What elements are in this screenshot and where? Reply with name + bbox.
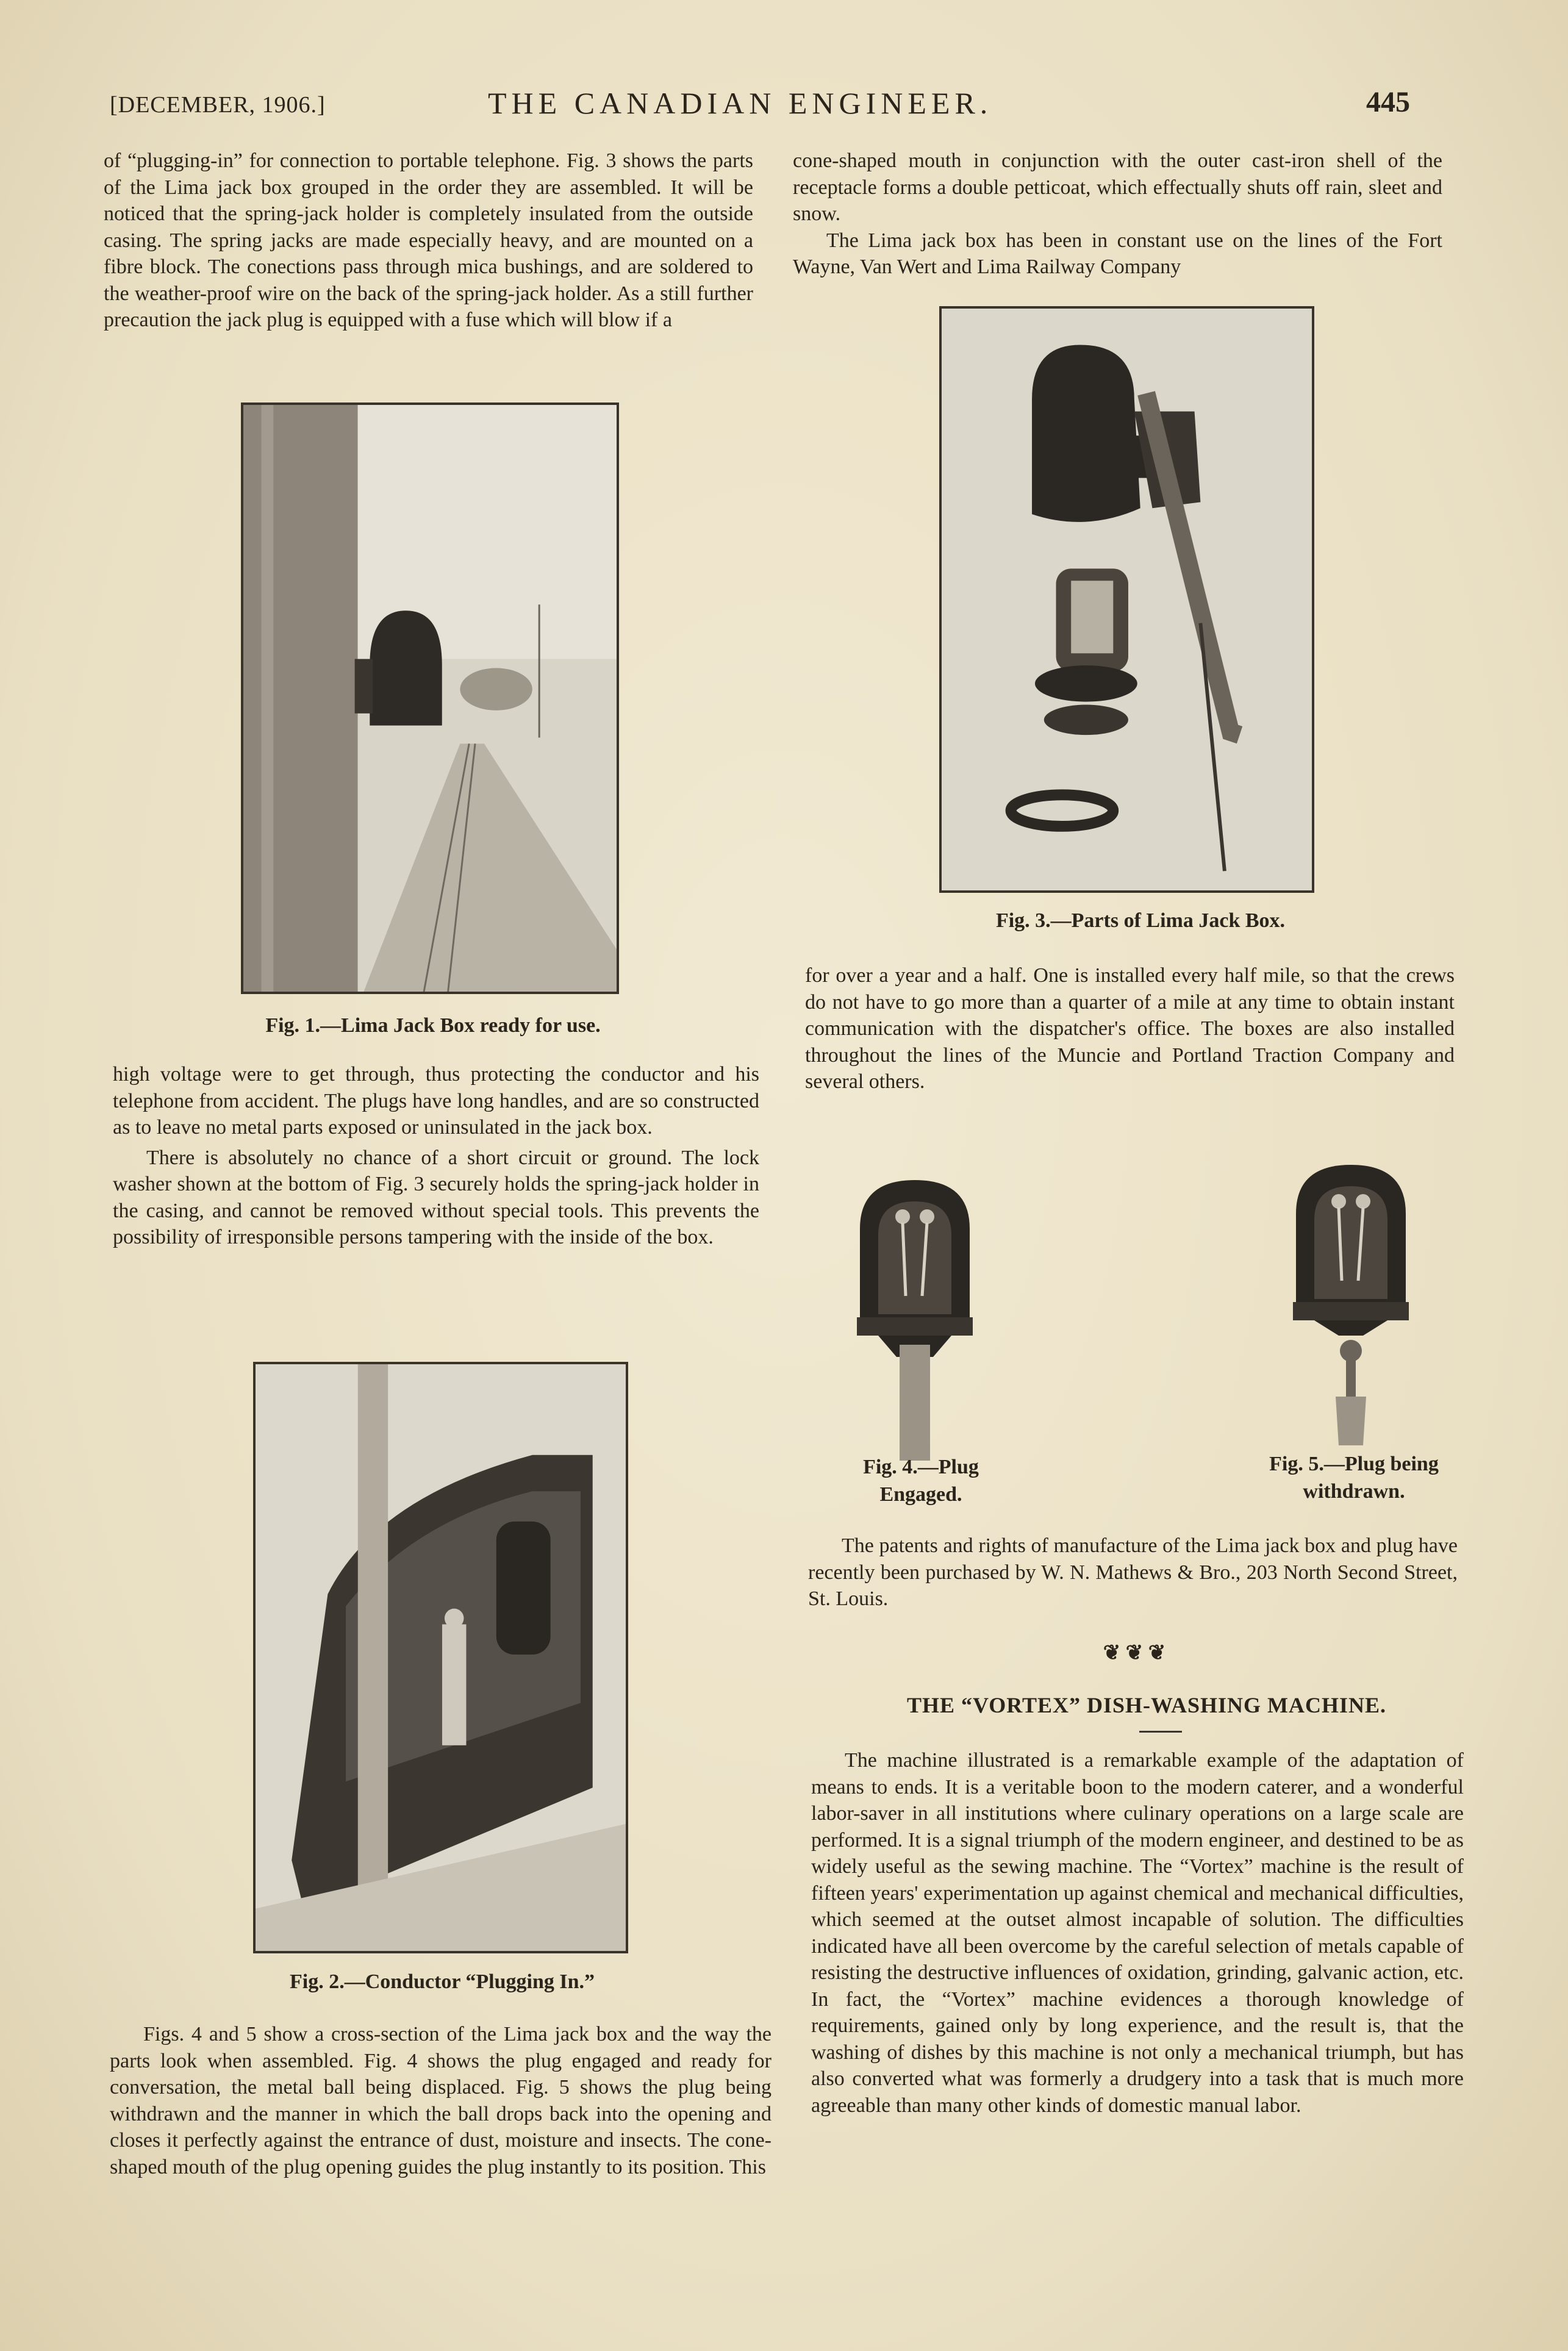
title-rule xyxy=(1139,1731,1182,1733)
paragraph: cone-shaped mouth in conjunction with the outer cast-iron shell of the receptacle forms a double petticoat, which effectually shuts off rain, sleet and snow. xyxy=(793,149,1442,225)
fig5-caption-line: Fig. 5.—Plug being xyxy=(1269,1453,1439,1475)
fig5-caption xyxy=(1238,1450,1470,1505)
left-top-text xyxy=(104,148,753,334)
paragraph: The machine illustrated is a remarkable example of the adaptation of means to ends. It is a veritable boon to the modern caterer, and a wonderful labor-saver in all institutions where culinary operations on a large scale are performed. It is a signal triumph of the modern engineer, and destined to be as widely useful as the sewing machine. The “Vortex” machine is the result of fifteen years' experimentation up against chemical and mechanical difficulties, which seemed at the outset almost incapable of solution. The difficulties indicated have all been overcome by the careful selection of metals capable of resisting the destructive influences of oxidation, grinding, galvanic action, etc. In fact, the “Vortex” machine evidences a thorough knowledge of requirements, gained only by long experience, and the result is, that the washing of dishes by this machine is not only a mechanical triumph, but has also converted what was formerly a drudgery into a task that is much more agreeable than many other kinds of domestic manual labor. xyxy=(811,1749,1464,2117)
page-number: 445 xyxy=(1366,86,1410,118)
fig4-caption-line: Fig. 4.—Plug xyxy=(863,1456,979,1478)
left-bottom-text xyxy=(110,2021,771,2180)
paragraph: The Lima jack box has been in constant use on the lines of the Fort Wayne, Van Wert and Lima Railway Company xyxy=(793,229,1442,278)
article-title: THE “VORTEX” DISH-WASHING MACHINE. xyxy=(906,1693,1387,1717)
paragraph: of “plugging-in” for connection to portable telephone. Fig. 3 shows the parts of the Lima jack box grouped in the order they are assembled. It will be noticed that the spring-jack holder is completely insulated from the outside casing. The spring jacks are made especially heavy, and are mounted on a fibre block. The conections pass through mica bushings, and are soldered to the weather-proof wire on the back of the spring-jack holder. As a still further precaution the jack plug is equipped with a fuse which will blow if a xyxy=(104,149,753,331)
right-mid-text xyxy=(805,962,1455,1095)
section-ornament: ❦ ❦ ❦ xyxy=(1103,1642,1166,1664)
fig5-illustration xyxy=(1290,1159,1412,1445)
paragraph: The patents and rights of manufacture of the Lima jack box and plug have recently been purchased by W. N. Mathews & Bro., 203 North Second Street, St. Louis. xyxy=(808,1534,1458,1610)
paragraph: high voltage were to get through, thus protecting the conductor and his telephone from accident. The plugs have long handles, and are so constructed as to leave no metal parts exposed or uninsulated in the jack box. xyxy=(113,1063,759,1139)
fig5-caption-line: withdrawn. xyxy=(1303,1480,1405,1503)
paragraph: Figs. 4 and 5 show a cross-section of the Lima jack box and the way the parts look when assembled. Fig. 4 shows the plug engaged and ready for conversation, the metal ball being displaced. Fig. 5 shows the plug being withdrawn and the manner in which the ball drops back into the opening and closes it perfectly against the entrance of dust, moisture and insects. The cone-shaped mouth of the plug opening guides the plug instantly to its position. This xyxy=(110,2023,771,2178)
fig4-caption-line: Engaged. xyxy=(879,1483,962,1506)
left-mid-text xyxy=(113,1061,759,1251)
patents-text xyxy=(808,1533,1458,1612)
issue-date: [DECEMBER, 1906.] xyxy=(110,92,326,118)
fig4-illustration xyxy=(854,1174,976,1461)
article-text xyxy=(811,1747,1464,2119)
fig1-photo xyxy=(241,403,619,994)
fig2-caption: Fig. 2.—Conductor “Plugging In.” xyxy=(289,1970,595,1993)
fig3-photo xyxy=(939,306,1314,893)
fig2-photo xyxy=(253,1362,628,1953)
fig1-caption: Fig. 1.—Lima Jack Box ready for use. xyxy=(265,1014,601,1037)
fig3-caption: Fig. 3.—Parts of Lima Jack Box. xyxy=(995,909,1286,932)
right-top-text xyxy=(793,148,1442,281)
journal-title: THE CANADIAN ENGINEER. xyxy=(488,86,993,120)
paragraph: There is absolutely no chance of a short circuit or ground. The lock washer shown at the bottom of Fig. 3 securely holds the spring-jack holder in the casing, and cannot be removed without special tools. This prevents the possibility of irresponsible persons tampering with the inside of the box. xyxy=(113,1146,759,1248)
fig4-caption xyxy=(817,1453,1025,1508)
paragraph: for over a year and a half. One is installed every half mile, so that the crews do not have to go more than a quarter of a mile at any time to obtain instant communication with the dispatcher's office. The boxes are also installed throughout the lines of the Muncie and Portland Traction Company and several others. xyxy=(805,964,1455,1093)
